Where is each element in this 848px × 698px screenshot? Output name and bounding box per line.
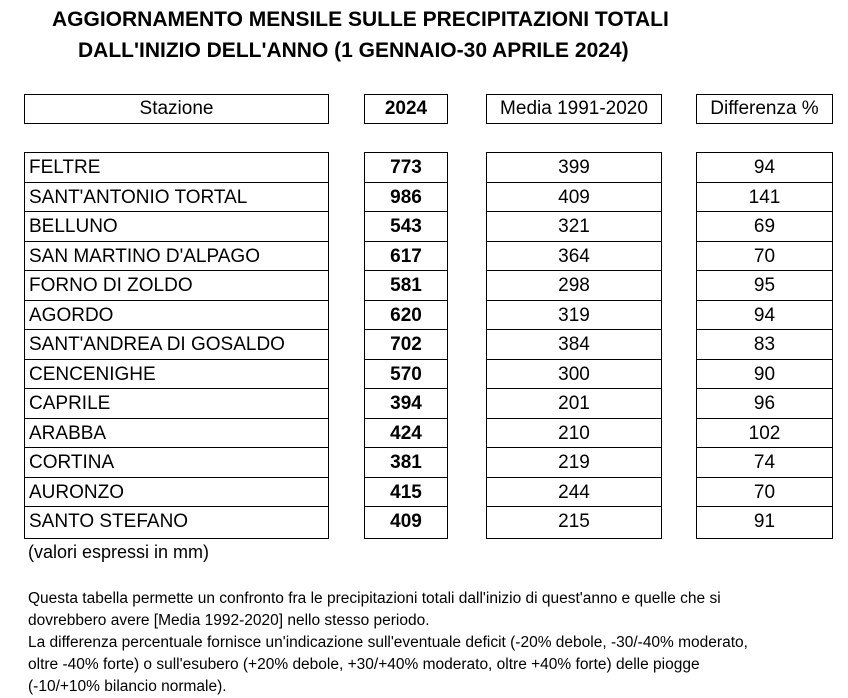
average-cell: 244 [487,478,661,508]
year-2024-cell: 381 [365,448,447,478]
station-cell: AGORDO [25,301,328,331]
difference-cell: 74 [697,448,832,478]
explanation-line: La differenza percentuale fornisce un'indicazione sull'eventuale deficit (-20% debole, -30/-40% moderato, [28,634,748,651]
station-cell: BELLUNO [25,212,328,242]
year-2024-cell: 570 [365,360,447,390]
difference-cell: 90 [697,360,832,390]
explanation-line: oltre -40% forte) o sull'esubero (+20% debole, +30/+40% moderato, oltre +40% forte) delle piogge [28,656,700,673]
average-cell: 321 [487,212,661,242]
station-cell: CAPRILE [25,389,328,419]
units-note: (valori espressi in mm) [28,542,210,562]
average-cell: 364 [487,242,661,272]
difference-cell: 94 [697,153,832,183]
year-2024-cell: 617 [365,242,447,272]
difference-cell: 83 [697,330,832,360]
station-cell: SANTO STEFANO [29,511,189,532]
difference-cell: 94 [697,301,832,331]
year-2024-cell: 415 [365,478,447,508]
year-2024-cell: 620 [365,301,447,331]
year-2024-cell: 543 [365,212,447,242]
average-cell: 210 [487,419,661,449]
explanation-line: Questa tabella permette un confronto fra le precipitazioni totali dall'inizio di quest'anno e quelle che si [28,590,721,607]
station-cell: CORTINA [25,448,328,478]
station-cell: CENCENIGHE [25,360,328,390]
difference-cell: 69 [697,212,832,242]
page-title-line-1: AGGIORNAMENTO MENSILE SULLE PRECIPITAZIONI TOTALI [52,8,669,31]
average-cell: 399 [487,153,661,183]
year-2024-cell: 394 [365,389,447,419]
average-column [486,152,662,539]
average-cell: 219 [487,448,661,478]
page-title-line-2: DALL'INIZIO DELL'ANNO (1 GENNAIO-30 APRILE 2024) [78,39,629,62]
station-cell: SANT'ANTONIO TORTAL [25,183,328,213]
year-2024-cell: 986 [365,183,447,213]
average-cell: 319 [487,301,661,331]
year-2024-cell: 773 [365,153,447,183]
explanation-line: (-10/+10% bilancio normale). [28,678,227,695]
difference-column [696,152,833,539]
station-cell: AURONZO [25,478,328,508]
average-cell: 215 [558,511,590,532]
station-cell: SAN MARTINO D'ALPAGO [25,242,328,272]
station-cell: FORNO DI ZOLDO [25,271,328,301]
difference-cell: 96 [697,389,832,419]
station-cell: SANT'ANDREA DI GOSALDO [25,330,328,360]
station-column [24,152,329,539]
year-2024-cell: 424 [365,419,447,449]
station-cell: FELTRE [25,153,328,183]
header-year-2024: 2024 [364,94,448,124]
year-2024-cell: 702 [365,330,447,360]
station-cell: ARABBA [25,419,328,449]
difference-cell: 91 [753,511,776,532]
average-cell: 409 [487,183,661,213]
year-2024-cell: 581 [365,271,447,301]
difference-cell: 102 [697,419,832,449]
difference-cell: 70 [697,478,832,508]
header-station: Stazione [24,94,329,124]
difference-cell: 95 [697,271,832,301]
difference-cell: 70 [697,242,832,272]
header-difference-percent: Differenza % [696,94,833,124]
explanation-line: dovrebbero avere [Media 1992-2020] nello stesso periodo. [28,612,430,629]
year-2024-cell: 409 [390,511,422,532]
average-cell: 300 [487,360,661,390]
average-cell: 201 [487,389,661,419]
explanation-text [28,588,838,698]
average-cell: 384 [487,330,661,360]
difference-cell: 141 [697,183,832,213]
header-average-1991-2020: Media 1991-2020 [486,94,662,124]
average-cell: 298 [487,271,661,301]
year-2024-column [364,152,448,539]
